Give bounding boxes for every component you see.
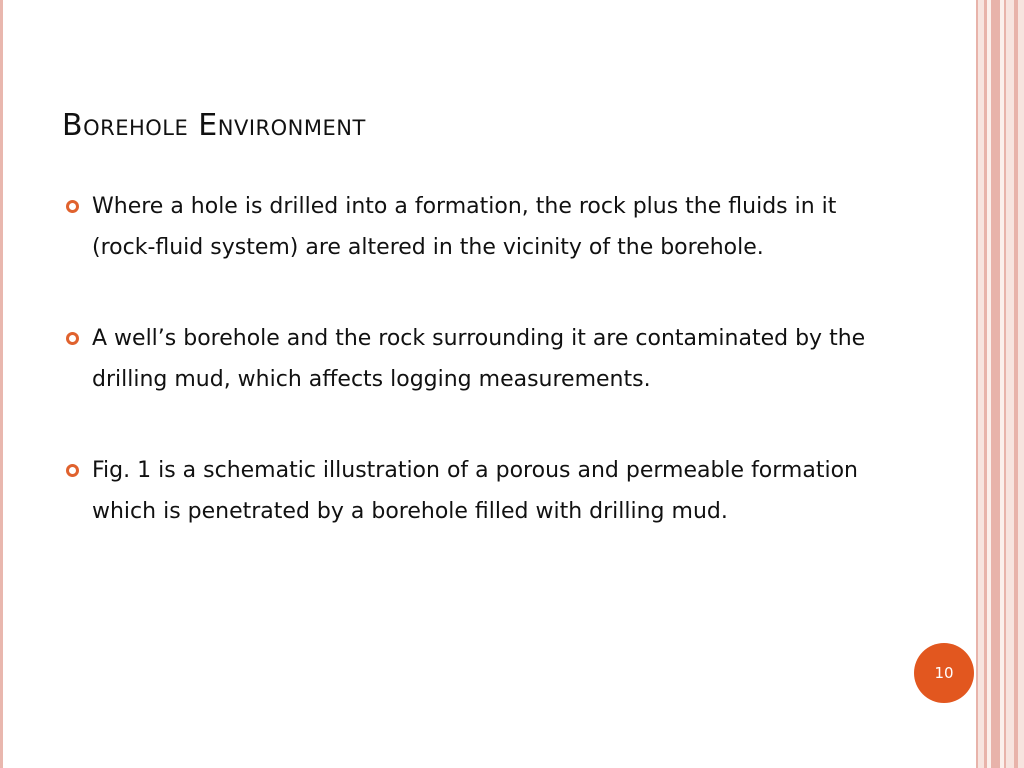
decorative-stripe: [1018, 0, 1024, 768]
decorative-stripe: [1006, 0, 1014, 768]
bullet-list: [62, 186, 882, 582]
ring-bullet-icon: [66, 464, 79, 477]
bullet-item: [62, 186, 882, 268]
slide-title: Borehole Environment: [62, 108, 366, 143]
decorative-stripe: [991, 0, 1000, 768]
bullet-text: A well’s borehole and the rock surrounding it are contaminated by the drilling mud, which affects logging measurements.: [92, 326, 866, 392]
ring-bullet-icon: [66, 332, 79, 345]
bullet-item: [62, 450, 882, 532]
left-border: [0, 0, 3, 768]
bullet-item: [62, 318, 882, 400]
bullet-text: Fig. 1 is a schematic illustration of a porous and permeable formation which is penetrated by a borehole filled with drilling mud.: [92, 458, 858, 524]
page-number-badge: 10: [914, 643, 974, 703]
ring-bullet-icon: [66, 200, 79, 213]
bullet-text: Where a hole is drilled into a formation, the rock plus the fluids in it (rock-fluid system) are altered in the vicinity of the borehole.: [92, 194, 837, 260]
